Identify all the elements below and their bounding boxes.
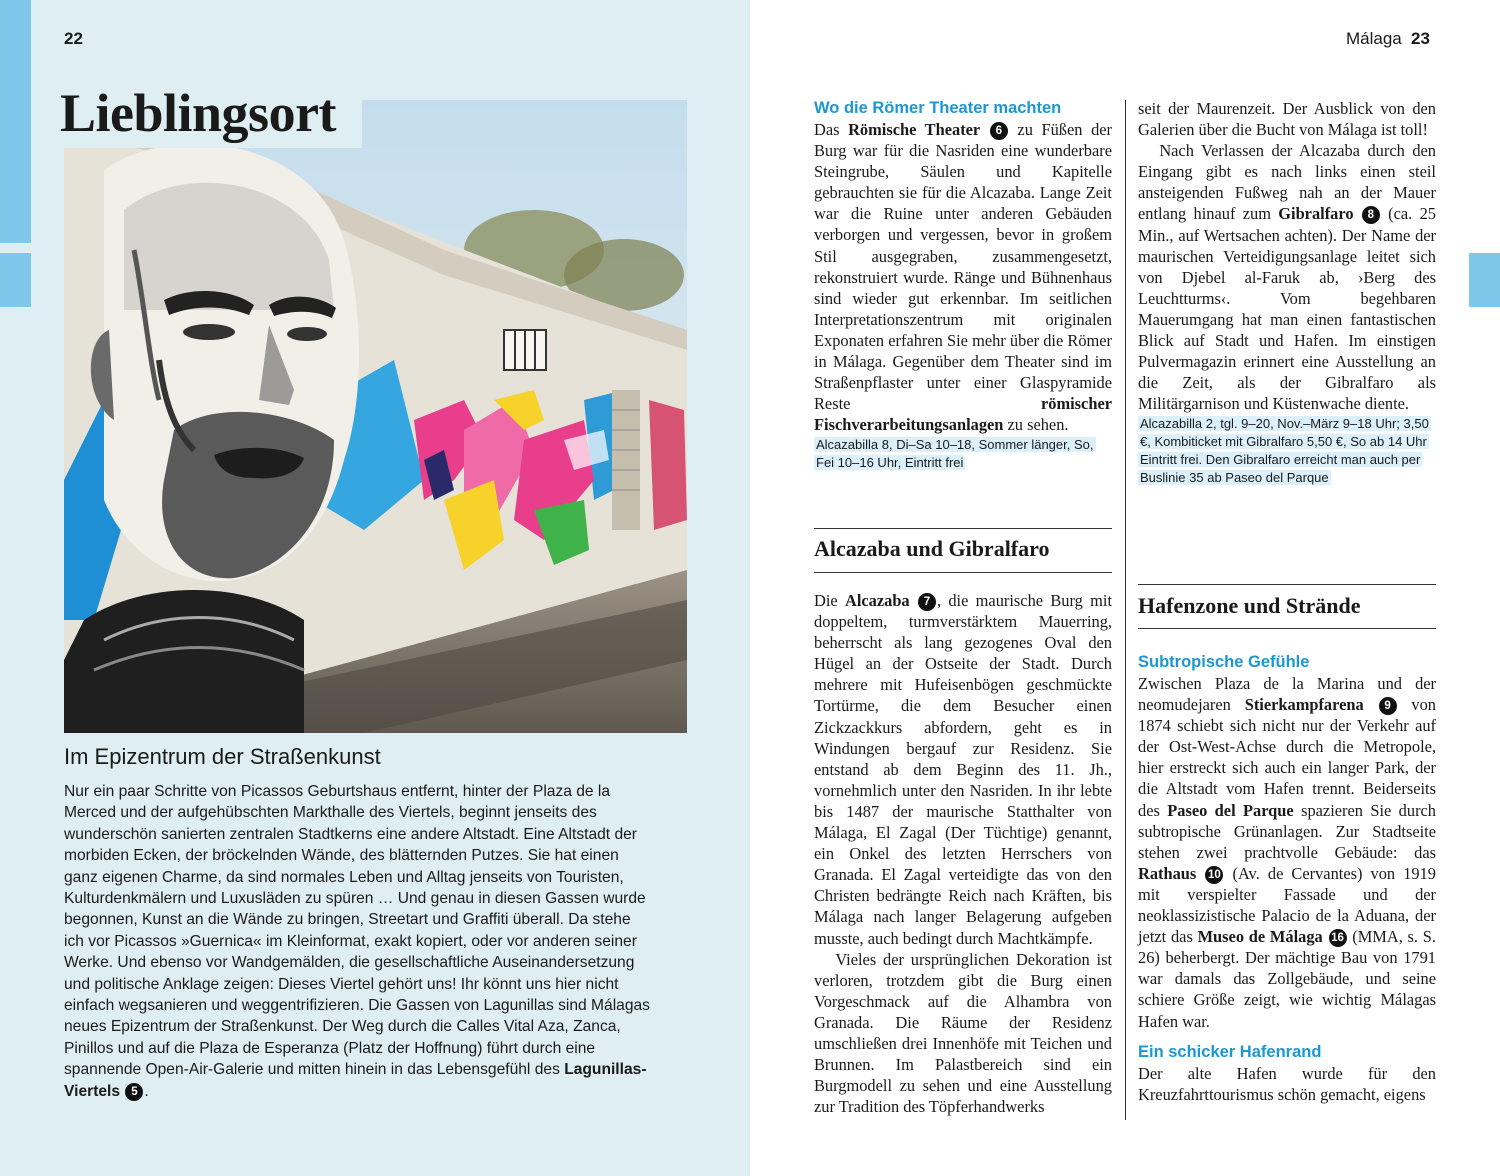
chapter-tab-top bbox=[0, 0, 31, 243]
paragraph-roman-theater bbox=[814, 119, 1112, 435]
text: , die maurische Burg mit doppeltem, turmverstärktem Mauerring, beherrscht als lang gezogenes Oval den Hügel an der Ostseite der Stadt. Durch mehrere mit Hufeisenbögen geschmückte Tortürme, die dem Besucher einen Zickzackkurs abfordern, geht es in Windungen bergauf zur Residenz. Sie entstand ab dem Beginn des 11. Jh., vornehmlich unter den Nasriden. In ihr lebte bis 1487 der maurische Statthalter von Málaga, El Zagal (Der Tüchtige) genannt, ein Onkel des letzten Herrschers von Granada. El Zagal verteidigte das von den Christen bedrängte Reich nach Kräften, bis Málaga nach langer Belagerung aufgeben musste, auch bedingt durch Machtkämpfe. bbox=[814, 591, 1112, 948]
bold-term: Museo de Málaga bbox=[1197, 927, 1323, 947]
text: spazieren Sie durch subtropische Grünanlagen. Zur Stadtseite stehen zwei prachtvolle Gebäude: das bbox=[1138, 800, 1436, 862]
page-number-left: 22 bbox=[64, 29, 83, 48]
bold-term: römischer Fischverarbeitungsanlagen bbox=[814, 394, 1112, 435]
text: zu sehen. bbox=[1003, 415, 1069, 435]
chapter-tab-lower bbox=[0, 253, 31, 307]
page-title: Lieblingsort bbox=[60, 83, 337, 143]
column-2-bottom bbox=[1138, 652, 1436, 1105]
sidebar-body-text: Nur ein paar Schritte von Picassos Geburtshaus entfernt, hinter der Plaza de la Merced und der aufgehübschten Markthalle des Viertels, beginnt jenseits des wunderschön sanierten zentralen Stadtkerns eine andere Altstadt. Eine Altstadt der morbiden Ecken, der bröckelnden Wände, des blätternden Putzes. Sie hat einen ganz eigenen Charme, da sind normales Leben und Alltag jenseits von Touristen, Kulturdenkmälern und Luxusläden zu spüren … Und genau in diesen Gassen wurde begonnen, Kunst an die Wände zu bringen, Streetart und Graffiti überall. Da stehe ich vor Picassos »Guernica« im Kleinformat, exakt kopiert, oder vor anderen seiner Werke. Und ebenso vor Wandgemälden, die gesellschaftliche Auseinandersetzung und politische Anklage zeigen: Dieses Viertel gehört uns! Ihr könnt uns hier nicht einfach wegsanieren und weggentrifizieren. Die Gassen von Lagunillas sind Málagas neues Epizentrum der Straßenkunst. Der Weg durch die Calles Vital Aza, Zanca, Pinillos und auf die Plaza de Esperanza (Platz der Hoffnung) führt durch eine spannende Open-Air-Galerie und mitten hinein in das Lebensgefühl des bbox=[64, 783, 650, 1079]
sidebar-heading: Im Epizentrum der Straßenkunst bbox=[64, 744, 381, 769]
section-rule-bottom-2 bbox=[1138, 628, 1436, 629]
text: Die bbox=[814, 591, 845, 610]
text: (MMA, s. S. 26) beherbergt. Der mächtige Bau von 1791 war damals das Zollgebäude, und seine schiere Größe zeigt, wie wichtig Málagas Hafen war. bbox=[1138, 927, 1436, 1031]
info-box-alcazaba bbox=[1138, 415, 1436, 487]
info-text: Alcazabilla 2, tgl. 9–20, Nov.–März 9–18 Uhr; 3,50 €, Kombiticket mit Gibralfaro 5,50 €, So ab 14 Uhr Eintritt frei. Den Gibralfaro erreicht man auch per Buslinie 35 ab Paseo del Parque bbox=[1140, 416, 1429, 486]
bold-term: Rathaus bbox=[1138, 863, 1197, 883]
sidebar-bold-term: Lagunillas-Viertels bbox=[64, 1061, 647, 1100]
section-title-hafenzone: Hafenzone und Strände bbox=[1138, 593, 1361, 618]
page-number-right: 23 bbox=[1411, 29, 1430, 48]
mural-illustration bbox=[64, 100, 687, 733]
section-rule-top bbox=[814, 528, 1112, 529]
text: Zwischen Plaza de la Marina und der neomudejaren bbox=[1138, 674, 1436, 715]
subheading-harbour: Ein schicker Hafenrand bbox=[1138, 1042, 1322, 1061]
section-rule-bottom bbox=[814, 572, 1112, 573]
sidebar-body bbox=[64, 781, 652, 1102]
section-rule-top-2 bbox=[1138, 584, 1436, 585]
text: (Av. de Cervantes) von 1919 mit verspielter Fassade und der neoklassizistische Palacio de la Aduana, der jetzt das bbox=[1138, 863, 1436, 947]
running-head: Málaga bbox=[1346, 29, 1402, 48]
text: (ca. 25 Min., auf Wertsachen achten). Der Name der maurischen Verteidigungsanlage leitet sich von Djebel al-Faruk ab, ›Berg des Leuchtturms‹. Vom begehbaren Mauerumgang hat man einen fantastischen Blick auf Stadt und Hafen. Im einstigen Pulvermagazin erinnert eine Ausstellung an die Zeit, als der Gibralfaro als Militärgarnison und Küstenwache diente. bbox=[1138, 204, 1436, 414]
subheading-roman-theater: Wo die Römer Theater machten bbox=[814, 99, 1062, 117]
text: Nach Verlassen der Alcazaba durch den Eingang gibt es nach links einen steil ansteigenden Fußweg nah an der Mauer entlang hinauf zum bbox=[1138, 141, 1436, 224]
chapter-tab-right bbox=[1469, 253, 1500, 307]
street-art-photo bbox=[64, 100, 687, 733]
map-marker: 9 bbox=[1379, 697, 1397, 715]
subheading-subtropical: Subtropische Gefühle bbox=[1138, 653, 1310, 671]
section-title-alcazaba: Alcazaba und Gibralfaro bbox=[814, 536, 1050, 561]
bold-term: Paseo del Parque bbox=[1167, 800, 1294, 820]
paragraph-harbour: Der alte Hafen wurde für den Kreuzfahrttourismus schön gemacht, eigens bbox=[1138, 1063, 1436, 1104]
paragraph-alcazaba bbox=[814, 590, 1112, 949]
info-box-theater bbox=[814, 436, 1112, 472]
text: Das bbox=[814, 120, 849, 139]
map-marker: 5 bbox=[125, 1083, 143, 1101]
map-marker: 16 bbox=[1329, 929, 1347, 947]
sidebar-period: . bbox=[144, 1082, 149, 1100]
paragraph-gibralfaro bbox=[1138, 140, 1436, 414]
bold-term: Gibralfaro bbox=[1278, 204, 1354, 224]
map-marker: 8 bbox=[1362, 206, 1380, 224]
column-2-top bbox=[1138, 98, 1436, 487]
text: zu Füßen der Burg war für die Nasriden eine wunderbare Steingrube, Säulen und Kapitelle gebrauchten sie für die Alcazaba. Lange Zeit war die Ruine unter anderen Gebäuden verborgen und vergessen, bevor in großem Stil ausgegraben, zusammengesetzt, rekonstruiert wurde. Ränge und Bühnenhaus sind wieder gut erkennbar. Im seitlichen Interpretationszentrum mit originalen Exponaten erfahren Sie mehr über die Römer in Málaga. Gegenüber dem Theater sind im Straßenpflaster unter einer Glaspyramide Reste bbox=[814, 120, 1112, 414]
bold-term: Römische Theater bbox=[848, 120, 981, 139]
bold-term: Stierkampfarena bbox=[1244, 695, 1364, 715]
map-marker: 6 bbox=[990, 122, 1008, 140]
text: von 1874 schiebt sich nicht nur der Verkehr auf der Ost-West-Achse durch die Metropole, hier erstreckt sich auch ein langer Park, der die Altstadt vom Hafen trennt. Beiderseits des bbox=[1138, 695, 1436, 820]
paragraph-park bbox=[1138, 673, 1436, 1032]
map-marker: 10 bbox=[1205, 866, 1223, 884]
bold-term: Alcazaba bbox=[844, 591, 910, 610]
column-divider bbox=[1125, 100, 1126, 1120]
paragraph-decoration: Vieles der ursprünglichen Dekoration ist verloren, trotzdem gibt die Burg einen Vorgeschmack auf die Alhambra von Granada. Die Räume der Residenz umschließen drei Innenhöfe mit Teichen und Brunnen. Im Palastbereich sind ein Burgmodell zu sehen und eine Ausstellung zur Tradition des Töpferhandwerks bbox=[814, 949, 1112, 1117]
info-text: Alcazabilla 8, Di–Sa 10–18, Sommer länger, So, Fei 10–16 Uhr, Eintritt frei bbox=[816, 437, 1094, 471]
column-1-bottom bbox=[814, 590, 1112, 1117]
paragraph-view: seit der Maurenzeit. Der Ausblick von den Galerien über die Bucht von Málaga ist toll! bbox=[1138, 99, 1436, 140]
map-marker: 7 bbox=[918, 593, 936, 611]
column-1-top bbox=[814, 98, 1112, 472]
